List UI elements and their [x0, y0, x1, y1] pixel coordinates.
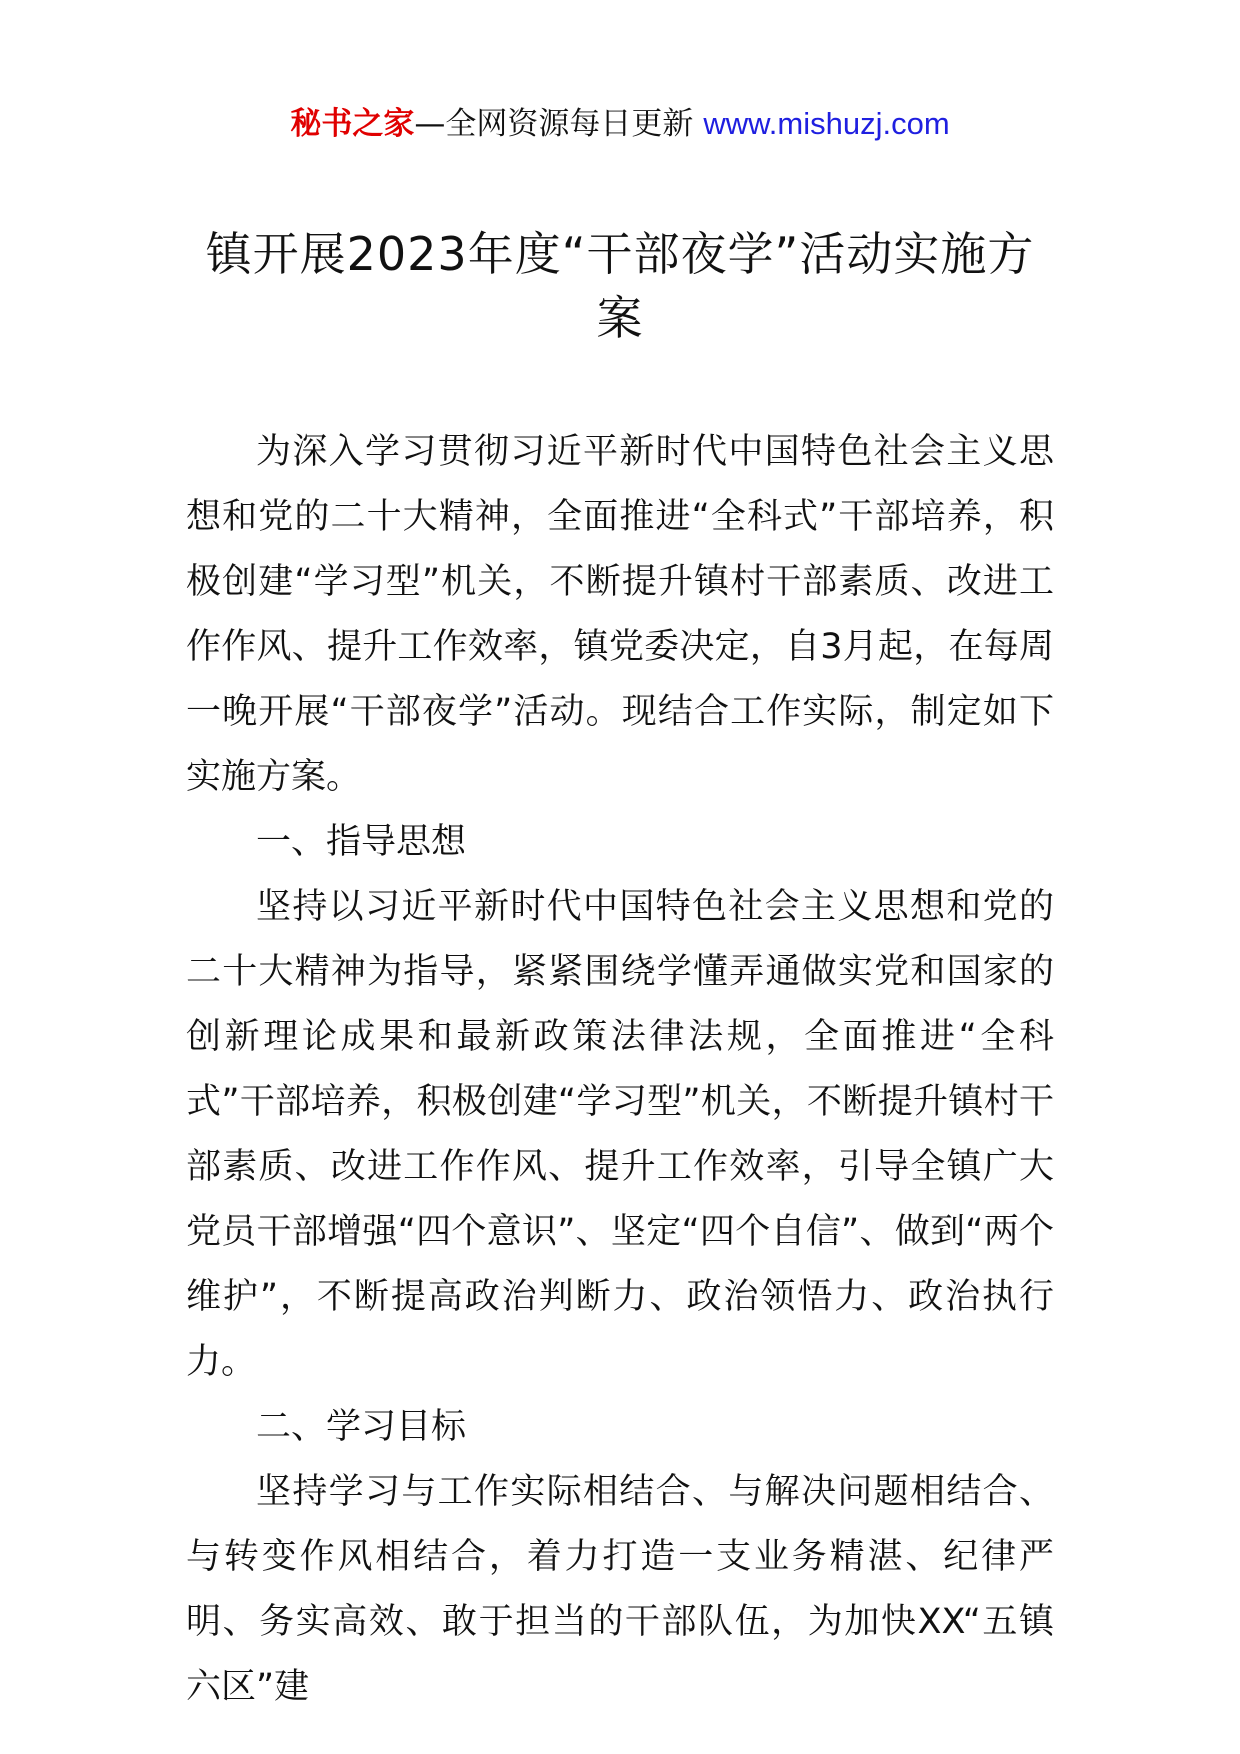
- document-title: 镇开展2023年度“干部夜学”活动实施方案: [205, 227, 1035, 345]
- site-url-link[interactable]: www.mishuzj.com: [703, 106, 950, 141]
- site-brand: 秘书之家: [290, 106, 415, 142]
- site-tagline: —全网资源每日更新: [414, 106, 694, 142]
- guiding-ideology-paragraph: 坚持以习近平新时代中国特色社会主义思想和党的二十大精神为指导，紧紧围绕学懂弄通做实党和国家的创新理论成果和最新政策法律法规，全面推进“全科式”干部培养，积极创建“学习型”机关，不断提升镇村干部素质、改进工作作风、提升工作效率，引导全镇广大党员干部增强“四个意识”、坚定“四个自信”、做到“两个维护”，不断提高政治判断力、政治领悟力、政治执行力。: [186, 887, 1054, 1382]
- document-body: [186, 420, 1054, 1720]
- site-header: [0, 100, 1240, 148]
- intro-paragraph: 为深入学习贯彻习近平新时代中国特色社会主义思想和党的二十大精神，全面推进“全科式”干部培养，积极创建“学习型”机关，不断提升镇村干部素质、改进工作作风、提升工作效率，镇党委决定，自3月起，在每周一晚开展“干部夜学”活动。现结合工作实际，制定如下实施方案。: [186, 432, 1054, 797]
- learning-goals-paragraph: 坚持学习与工作实际相结合、与解决问题相结合、与转变作风相结合，着力打造一支业务精湛、纪律严明、务实高效、敢于担当的干部队伍，为加快XX“五镇六区”建: [186, 1472, 1054, 1707]
- section-heading-learning-goals: 二、学习目标: [256, 1407, 467, 1447]
- section-heading-guiding-ideology: 一、指导思想: [256, 822, 467, 862]
